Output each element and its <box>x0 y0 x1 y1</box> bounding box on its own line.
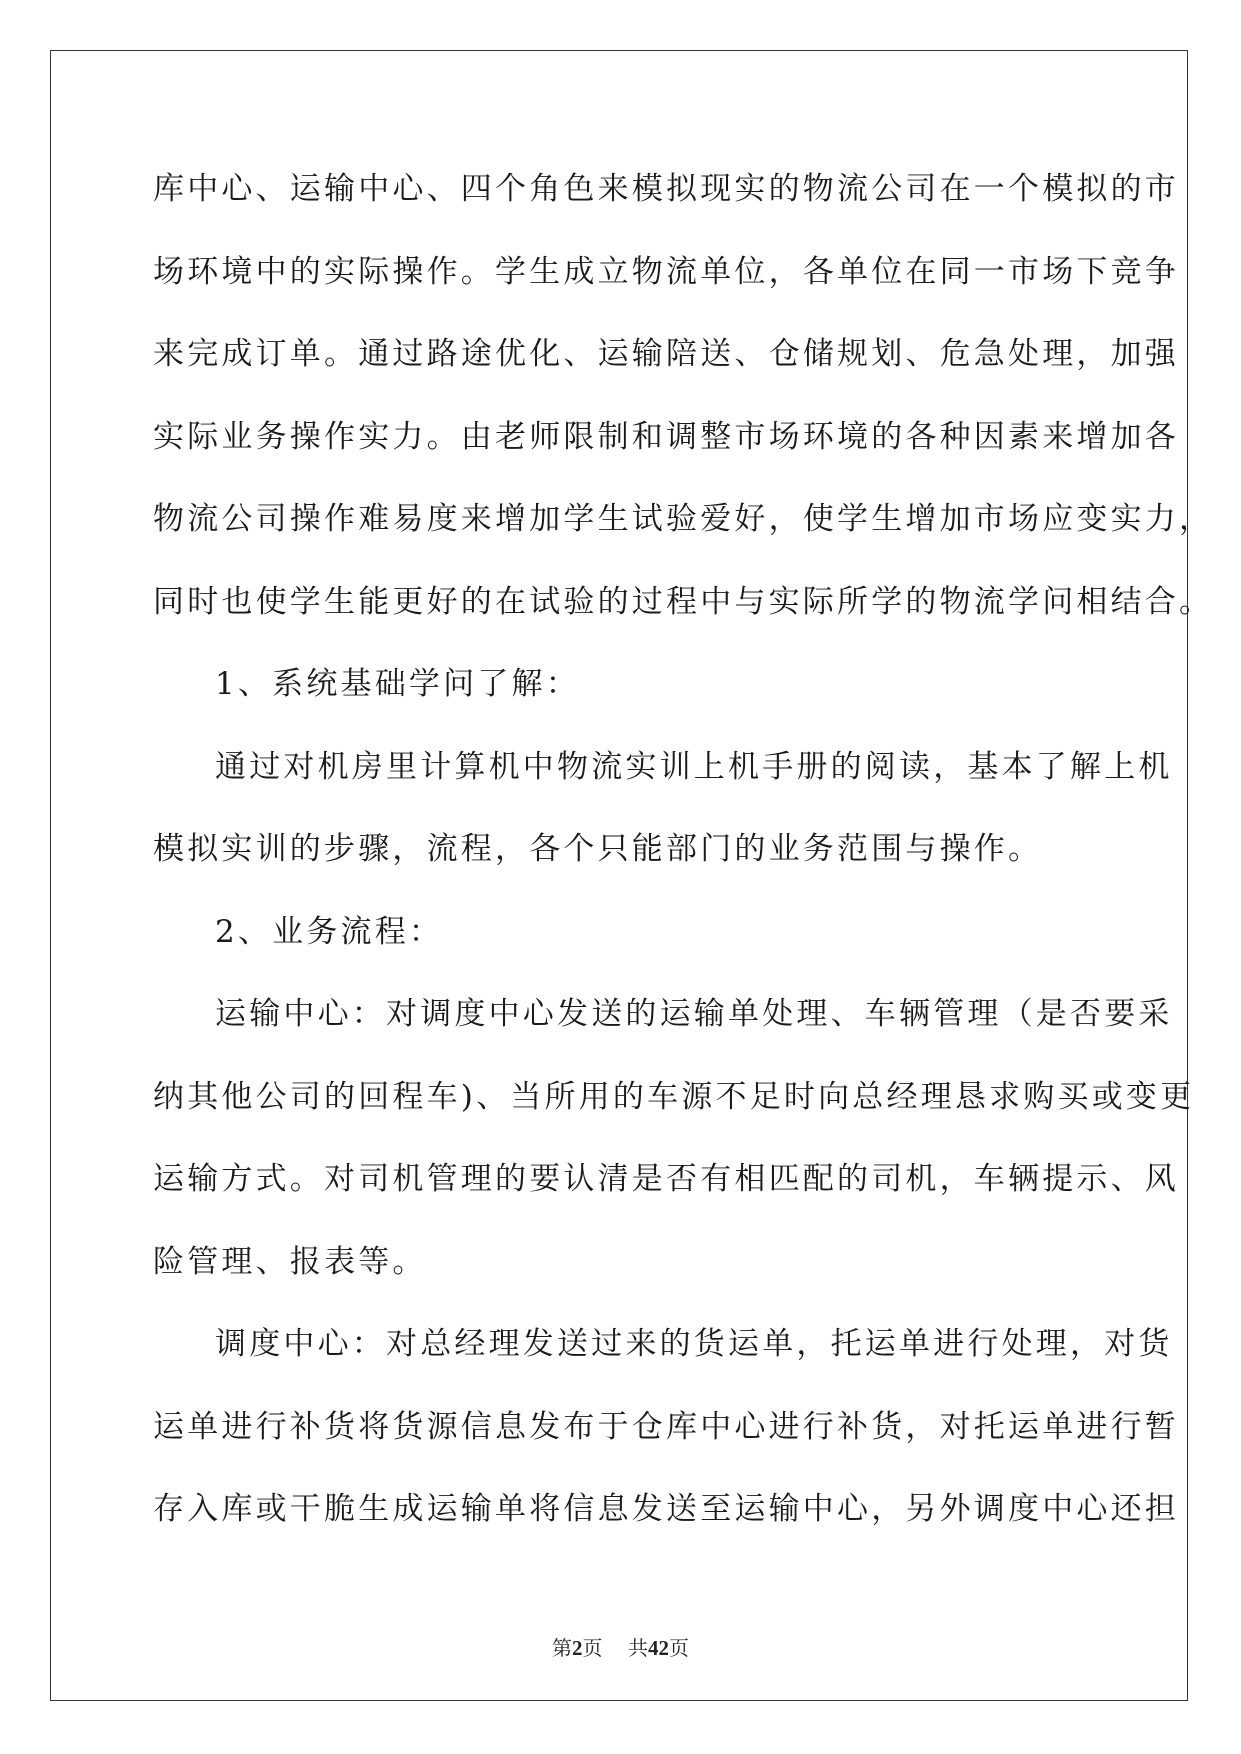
text-line: 实际业务操作实力。由老师限制和调整市场环境的各种因素来增加各 <box>153 418 1179 455</box>
text-line: 场环境中的实际操作。学生成立物流单位，各单位在同一市场下竞争 <box>153 253 1179 290</box>
text-line: 同时也使学生能更好的在试验的过程中与实际所学的物流学问相结合。 <box>153 583 1214 620</box>
footer-page-suffix: 页 <box>582 1636 603 1660</box>
text-line: 纳其他公司的回程车)、当所用的车源不足时向总经理恳求购买或变更 <box>153 1078 1195 1115</box>
footer-total-pages: 42 <box>647 1636 669 1660</box>
footer-page-number: 2 <box>572 1636 583 1660</box>
text-line: 库中心、运输中心、四个角色来模拟现实的物流公司在一个模拟的市 <box>153 171 1179 207</box>
document-body <box>153 160 1214 1563</box>
footer-page-prefix: 第 <box>552 1636 573 1660</box>
text-line: 通过对机房里计算机中物流实训上机手册的阅读，基本了解上机 <box>215 748 1173 785</box>
text-line: 调度中心：对总经理发送过来的货运单，托运单进行处理，对货 <box>215 1326 1173 1362</box>
footer-total-suffix: 页 <box>668 1636 689 1660</box>
text-line: 运单进行补货将货源信息发布于仓库中心进行补货，对托运单进行暂 <box>153 1408 1179 1445</box>
text-line: 运输中心：对调度中心发送的运输单处理、车辆管理（是否要采 <box>215 996 1173 1032</box>
text-line: 存入库或干脆生成运输单将信息发送至运输中心，另外调度中心还担 <box>153 1491 1179 1527</box>
text-line: 运输方式。对司机管理的要认清是否有相匹配的司机，车辆提示、风 <box>153 1161 1179 1197</box>
page-footer <box>0 1632 1241 1661</box>
text-line: 险管理、报表等。 <box>153 1243 427 1280</box>
text-line: 1、系统基础学问了解： <box>215 666 580 702</box>
footer-total-prefix: 共 <box>627 1636 648 1660</box>
text-line: 来完成订单。通过路途优化、运输陪送、仓储规划、危急处理，加强 <box>153 336 1179 372</box>
text-line: 模拟实训的步骤，流程，各个只能部门的业务范围与操作。 <box>153 831 1043 867</box>
text-line: 物流公司操作难易度来增加学生试验爱好，使学生增加市场应变实力， <box>153 501 1214 537</box>
text-line: 2、业务流程： <box>215 913 444 950</box>
